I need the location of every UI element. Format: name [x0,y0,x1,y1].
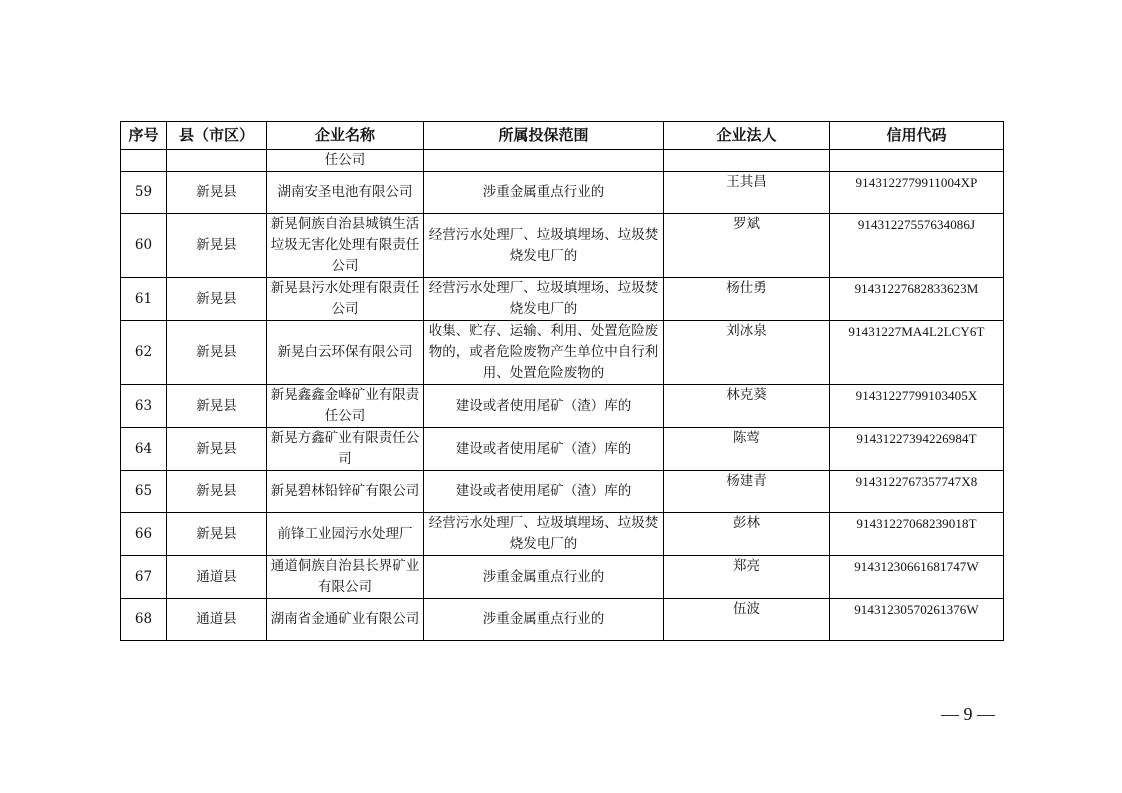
cell-insurance-scope: 建设或者使用尾矿（渣）库的 [424,385,664,428]
cell-insurance-scope: 经营污水处理厂、垃圾填埋场、垃圾焚烧发电厂的 [424,214,664,278]
cell-insurance-scope: 建设或者使用尾矿（渣）库的 [424,428,664,471]
cell-credit-code [830,150,1004,172]
cell-credit-code: 9143122779911004XP [830,172,1004,214]
cell-credit-code: 91431230570261376W [830,599,1004,641]
cell-county: 新晃县 [167,428,267,471]
table-header-row [121,122,1004,150]
cell-insurance-scope: 经营污水处理厂、垃圾填埋场、垃圾焚烧发电厂的 [424,278,664,321]
header-company-name: 企业名称 [267,122,424,150]
cell-insurance-scope: 涉重金属重点行业的 [424,172,664,214]
cell-insurance-scope: 涉重金属重点行业的 [424,599,664,641]
cell-legal-person: 杨仕勇 [664,278,830,321]
cell-company-name: 湖南省金通矿业有限公司 [267,599,424,641]
header-credit-code: 信用代码 [830,122,1004,150]
cell-credit-code: 9143122767357747X8 [830,471,1004,513]
cell-seq: 64 [121,428,167,471]
page-number: — 9 — [941,704,995,724]
cell-company-name: 湖南安圣电池有限公司 [267,172,424,214]
cell-county: 新晃县 [167,172,267,214]
cell-company-name: 新晃县污水处理有限责任公司 [267,278,424,321]
cell-company-name: 新晃碧林铅锌矿有限公司 [267,471,424,513]
table-row [121,428,1004,471]
cell-legal-person: 伍波 [664,599,830,641]
cell-county: 新晃县 [167,385,267,428]
cell-seq: 65 [121,471,167,513]
cell-company-name: 通道侗族自治县长界矿业有限公司 [267,556,424,599]
table-row [121,150,1004,172]
table-row [121,385,1004,428]
cell-county: 通道县 [167,556,267,599]
cell-seq: 66 [121,513,167,556]
cell-legal-person: 郑亮 [664,556,830,599]
cell-company-name: 新晃鑫鑫金峰矿业有限责任公司 [267,385,424,428]
header-seq: 序号 [121,122,167,150]
table-row [121,278,1004,321]
table-row [121,599,1004,641]
cell-credit-code: 91431227068239018T [830,513,1004,556]
header-insurance-scope: 所属投保范围 [424,122,664,150]
cell-seq: 63 [121,385,167,428]
header-county: 县（市区） [167,122,267,150]
table-row [121,172,1004,214]
data-table [120,121,1004,641]
cell-insurance-scope [424,150,664,172]
cell-company-name: 任公司 [267,150,424,172]
cell-credit-code: 91431230661681747W [830,556,1004,599]
cell-county [167,150,267,172]
table-row [121,513,1004,556]
cell-credit-code: 91431227799103405X [830,385,1004,428]
cell-legal-person: 王其昌 [664,172,830,214]
table-row [121,321,1004,385]
cell-insurance-scope: 收集、贮存、运输、利用、处置危险废物的，或者危险废物产生单位中自行利用、处置危险废物的 [424,321,664,385]
table-row [121,214,1004,278]
cell-insurance-scope: 经营污水处理厂、垃圾填埋场、垃圾焚烧发电厂的 [424,513,664,556]
cell-credit-code: 91431227682833623M [830,278,1004,321]
cell-insurance-scope: 涉重金属重点行业的 [424,556,664,599]
cell-legal-person [664,150,830,172]
cell-legal-person: 刘冰泉 [664,321,830,385]
cell-credit-code: 91431227394226984T [830,428,1004,471]
cell-legal-person: 彭林 [664,513,830,556]
cell-company-name: 新晃侗族自治县城镇生活垃圾无害化处理有限责任公司 [267,214,424,278]
cell-credit-code: 91431227557634086J [830,214,1004,278]
cell-seq: 60 [121,214,167,278]
cell-county: 新晃县 [167,471,267,513]
cell-legal-person: 罗斌 [664,214,830,278]
cell-seq [121,150,167,172]
cell-county: 新晃县 [167,321,267,385]
cell-county: 新晃县 [167,214,267,278]
table-row [121,471,1004,513]
cell-company-name: 新晃方鑫矿业有限责任公司 [267,428,424,471]
cell-county: 新晃县 [167,278,267,321]
cell-seq: 68 [121,599,167,641]
cell-company-name: 新晃白云环保有限公司 [267,321,424,385]
table-row [121,556,1004,599]
header-legal-person: 企业法人 [664,122,830,150]
cell-legal-person: 陈莺 [664,428,830,471]
cell-seq: 62 [121,321,167,385]
cell-seq: 67 [121,556,167,599]
cell-credit-code: 91431227MA4L2LCY6T [830,321,1004,385]
cell-county: 新晃县 [167,513,267,556]
cell-seq: 59 [121,172,167,214]
cell-seq: 61 [121,278,167,321]
cell-county: 通道县 [167,599,267,641]
cell-legal-person: 林克葵 [664,385,830,428]
cell-legal-person: 杨建青 [664,471,830,513]
cell-insurance-scope: 建设或者使用尾矿（渣）库的 [424,471,664,513]
cell-company-name: 前锋工业园污水处理厂 [267,513,424,556]
